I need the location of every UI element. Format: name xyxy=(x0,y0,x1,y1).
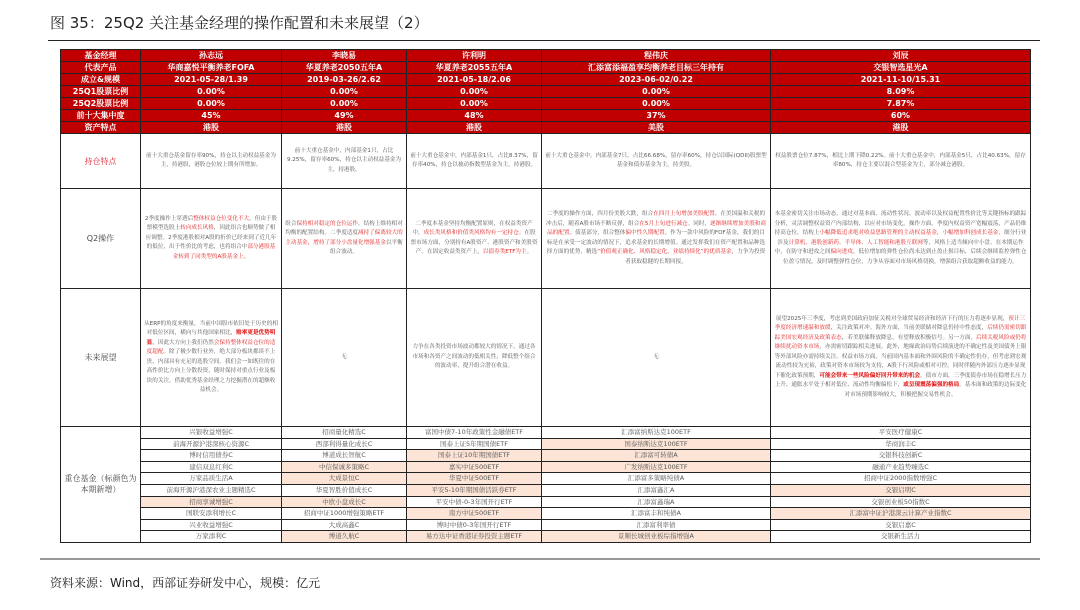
fund-cell: 招商中证2000指数增强C xyxy=(771,473,1031,485)
text-segment: 。在股票市场方面，分别持有A股资产、港股资产和美股资产。在固定收益类资产上， xyxy=(410,230,538,255)
text-segment: 。作为一款中风险的FOF基金，我们的目标是在承受一定波动的情况下，追求基金的长期增值。通过发挥我们在资产配置和品种选择方面的优势，精选 xyxy=(546,230,766,255)
text-segment: 前十大重仓基金中，内部基金7只，占比66.68%，留存率60%，持仓以国际(QDII)股票型基金和债券基金为主，持美股。 xyxy=(545,152,767,168)
bottom-divider xyxy=(40,558,1040,560)
header-row xyxy=(61,62,1031,74)
emphasis-text: 小幅降低追求绝对收益思路管理的主动权益基金，小幅增加科创成长基金 xyxy=(819,230,999,236)
text-segment: 以平衡组合波动。 xyxy=(330,239,403,255)
row-label: 前十大集中度 xyxy=(61,110,141,122)
new-fund-cell: 博道久航C xyxy=(282,531,407,543)
header-cell: 0.00% xyxy=(407,98,542,110)
text-segment: 从ERP的角度来衡量，当前中国股市依旧处于历史的相对低位区间，横向与其他国家相比， xyxy=(144,320,278,336)
fund-cell: 汇添富利率债 xyxy=(542,519,771,531)
holdings-cell xyxy=(542,134,771,189)
q2-ops-row xyxy=(61,189,1031,289)
header-cell: 60% xyxy=(771,110,1031,122)
text-segment: ，力争为投资者获取稳健的长期回报。 xyxy=(625,249,766,265)
header-cell: 45% xyxy=(141,110,282,122)
emphasis-text: 成长类风格和价值类风格均有一定持仓 xyxy=(423,230,519,236)
emphasis-text: 转向成长风格 xyxy=(180,225,214,232)
key-fund-row xyxy=(61,473,1031,485)
row-label: 持仓特点 xyxy=(61,134,141,189)
fund-cell: 西部利得量化成长C xyxy=(282,438,407,450)
text-segment: ，因此大方向上我们仍然 xyxy=(152,339,214,346)
emphasis-text: 会保持整体权益仓位的适度超配 xyxy=(146,339,276,355)
title-divider xyxy=(48,40,1040,41)
fund-cell: 平安医疗健康C xyxy=(771,427,1031,439)
key-fund-row xyxy=(61,496,1031,508)
text-segment: ，但由于股票模型选股上 xyxy=(146,215,278,232)
header-cell: 0.00% xyxy=(282,86,407,98)
fund-cell: 交银启嘉C xyxy=(771,519,1031,531)
outlook-cell xyxy=(407,289,542,427)
text-segment: ，低位增加的弹性仓位尚未达到止盈止损目标，后续会继续监控弹性仓位盈亏情况，及时调整弹性仓位，力争从容面对市场风格切换，增强组合获取超额收益的能力。 xyxy=(783,249,1027,265)
text-segment: ，亦需密切跟踪相关进展。此外，地缘政治局势后续演进的不确定性及美国债务上限等外部风险亦需持续关注。权益市场方面，当前国内基本面和外围风险的不确定性仍存，但考虑到宏观流动性较为充裕，政策对资本市场较为支持，A股下行风险或相对可控，同时伴随内外部压力逐步显现下催化政策预期， xyxy=(774,344,1027,379)
fund-cell: 交银新生活力 xyxy=(771,531,1031,543)
fund-cell: 华夏智胜价值成长C xyxy=(282,484,407,496)
text-segment: 组合 xyxy=(285,220,297,227)
source-note: 资料来源：Wind，西部证券研发中心，规模：亿元 xyxy=(50,576,321,590)
emphasis-text: 偏向进攻 xyxy=(830,249,853,255)
header-cell: 0.00% xyxy=(141,86,282,98)
header-cell: 港股 xyxy=(282,122,407,134)
new-fund-cell: 国泰纳斯达克100ETF xyxy=(542,438,771,450)
text-segment: 前十大重仓基金中，内部基金1只，占比8.37%，留存率40%，持仓以被动指数型基金为主，持港股。 xyxy=(410,152,538,168)
header-cell: 0.00% xyxy=(141,98,282,110)
text-segment: 无 xyxy=(653,353,659,360)
new-fund-cell: 景顺长城创业板综指增强A xyxy=(542,531,771,543)
text-segment: ，细分行业涉及 xyxy=(777,230,1027,246)
figure-title: 图 35：25Q2 关注基金经理的操作配置和未来展望（2） xyxy=(50,14,429,32)
text-segment: 权益股票仓位7.87%，相比上期下降0.22%。前十大重仓基金中，内部基金5只，占比40.63%，留存率80%，持仓主要以混合型基金为主，部分减仓港股。 xyxy=(775,152,1026,168)
text-segment: ，若美联储释放降息，有望释放积极信号。另一方面， xyxy=(841,334,977,341)
key-fund-row xyxy=(61,427,1031,439)
fund-cell: 汇添富鑫瑞A xyxy=(542,496,771,508)
header-cell: 美股 xyxy=(542,122,771,134)
fund-cell: 汇添富纳斯达克100ETF xyxy=(542,427,771,439)
text-segment: 。除了极少数行业外，绝大部分板块都谈不上贵，内部具有充足的选股空间。我们会一如既往的在高性价比方向上分散投资，随时保持对重点行业及板块的关注，借助优秀基金经理之力挖掘潜在的超额收益机会。 xyxy=(146,349,276,393)
fund-cell: 前海开源沪港深核心资源C xyxy=(141,438,282,450)
header-cell: 2021-05-18/2.06 xyxy=(407,74,542,86)
new-fund-cell: 中欧小盘成长C xyxy=(282,496,407,508)
emphasis-text: 偏中性久期配置 xyxy=(625,230,665,236)
q2-ops-cell xyxy=(771,189,1031,289)
text-segment: 。债市方面，三季度债券市场在稳增长压力上升、通胀水平处于相对低位、流动性均衡偏松下， xyxy=(774,372,1027,389)
new-fund-cell: 中信保诚多策略C xyxy=(282,461,407,473)
emphasis-text: 在四月上旬增加美股配置 xyxy=(653,211,715,217)
text-segment: 。债基部分，组合整体 xyxy=(569,230,626,236)
header-cell: 华商嘉悦平衡养老FOFA xyxy=(141,62,282,74)
key-fund-row xyxy=(61,519,1031,531)
row-label: 重仓基金（标颜色为本期新增） xyxy=(61,427,141,543)
header-cell: 华夏养老2055五年A xyxy=(407,62,542,74)
fund-cell: 交银科技创新C xyxy=(771,450,1031,462)
emphasis-text: 可能会带来一些风险偏好回升带来的机会 xyxy=(819,372,921,379)
header-cell: 交银智选星光A xyxy=(771,62,1031,74)
holdings-cell xyxy=(771,134,1031,189)
fund-cell: 国泰上证5年期国债ETF xyxy=(407,438,542,450)
emphasis-text: 保持相对稳定的仓位运作 xyxy=(296,220,358,227)
holdings-cell xyxy=(141,134,282,189)
header-row xyxy=(61,110,1031,122)
text-segment: 无 xyxy=(341,353,347,360)
text-segment: 二季度本基金坚持均衡配置原则，在权益类资产中， xyxy=(412,220,533,236)
header-cell: 2021-11-10/15.31 xyxy=(771,74,1031,86)
header-cell: 刘辰 xyxy=(771,50,1031,62)
new-fund-cell: 南方中证500ETF xyxy=(407,508,542,520)
text-segment: 等，风格上适当倾向中小盘。在本期运作中，在防守和进攻之间 xyxy=(774,239,1024,255)
new-fund-cell: 嘉实中证500ETF xyxy=(407,461,542,473)
new-fund-cell: 平安5-10年期国债活跃券ETF xyxy=(407,484,542,496)
header-cell: 37% xyxy=(542,110,771,122)
row-label: 未来展望 xyxy=(61,289,141,427)
text-segment: 2季度操作上穿透后 xyxy=(144,215,194,222)
fund-cell: 前海开源沪港深农业主题精选C xyxy=(141,484,282,496)
header-cell: 0.00% xyxy=(407,86,542,98)
emphasis-text: 预计三季度经济增速温和放缓 xyxy=(774,315,1026,332)
header-cell: 2019-03-26/2.62 xyxy=(282,74,407,86)
header-cell: 8.09% xyxy=(771,86,1031,98)
fund-cell: 汇添富鑫汇A xyxy=(542,484,771,496)
outlook-cell xyxy=(542,289,771,427)
key-fund-row xyxy=(61,531,1031,543)
holdings-cell xyxy=(282,134,407,189)
fund-cell: 平安中债-0-3年国开行ETF xyxy=(407,496,542,508)
fund-cell: 国联安添利增长C xyxy=(141,508,282,520)
header-cell: 华夏养老2050五年A xyxy=(282,62,407,74)
row-label: Q2操作 xyxy=(61,189,141,289)
header-cell: 0.00% xyxy=(542,86,771,98)
row-label: 基金经理 xyxy=(61,50,141,62)
text-segment: 前十大重仓基金留存率90%，持仓以主动权益基金为主，持港股，港股仓位较上期有所增加。 xyxy=(146,152,276,168)
text-segment: 。 xyxy=(526,249,533,255)
fund-cell: 万家添利C xyxy=(141,531,282,543)
new-fund-cell: 招商享诚增强C xyxy=(141,496,282,508)
key-fund-row xyxy=(61,438,1031,450)
emphasis-text: 或呈现震荡偏强的格局 xyxy=(903,382,960,389)
emphasis-text: 赔率更是优势明显 xyxy=(146,330,276,346)
emphasis-text: 后续仍需密切跟踪美国宏观经济及政策表态 xyxy=(774,325,1027,341)
fund-cell: 兴银收益增强C xyxy=(141,427,282,439)
text-segment: 。同时， xyxy=(687,220,711,227)
holdings-cell xyxy=(407,134,542,189)
text-segment: ，因此组合也顺势做了相应调整。2季度港股相对A股的折价已经来到了近几年的低位，出于性价比的考虑，也将组合中 xyxy=(145,225,277,251)
header-cell: 48% xyxy=(407,110,542,122)
fund-cell: 交银创业板50指数C xyxy=(771,496,1031,508)
header-cell: 2021-05-28/1.39 xyxy=(141,74,282,86)
fund-cell: 万家品质生活A xyxy=(141,473,282,485)
outlook-cell xyxy=(282,289,407,427)
fund-cell: 汇添富丰和纯债A xyxy=(542,508,771,520)
new-fund-cell: 华夏中证500ETF xyxy=(407,473,542,485)
new-fund-cell: 国泰上证10年期国债ETF xyxy=(407,450,542,462)
emphasis-text: 计算机、港股创新药、半导体、人工智能和港股互联网 xyxy=(788,239,923,246)
text-segment: 本基金密切关注市场动态，通过对基本面、流动性状况、波动率以及权益配置性价比等关键指标的跟踪分析，灵活调整权益资产内部结构，以应对市场变化。操作方面，季度内权益资产宽幅震荡，产品仍维持高仓位，结构上 xyxy=(774,211,1027,236)
fund-cell: 兴业收益增强C xyxy=(141,519,282,531)
emphasis-text: 在5月上旬进行减仓 xyxy=(639,220,688,227)
key-fund-row xyxy=(61,484,1031,496)
text-segment: 。 xyxy=(243,253,250,260)
q2-ops-cell xyxy=(542,189,771,289)
q2-ops-cell xyxy=(282,189,407,289)
text-segment: 二季度的操作方面，四月份美股大跌，组合 xyxy=(546,211,654,217)
header-cell: 孙志远 xyxy=(141,50,282,62)
key-fund-row xyxy=(61,450,1031,462)
fund-cell: 博道成长智航C xyxy=(282,450,407,462)
row-label: 25Q1股票比例 xyxy=(61,86,141,98)
fund-manager-table xyxy=(60,49,1031,543)
fund-cell: 融通产业趋势臻选C xyxy=(771,461,1031,473)
emphasis-text: 逐渐继续增加美股和商品的配置 xyxy=(547,220,766,236)
new-fund-cell: 大成景恒C xyxy=(282,473,407,485)
header-row xyxy=(61,50,1031,62)
outlook-cell xyxy=(141,289,282,427)
q2-ops-cell xyxy=(407,189,542,289)
text-segment: ，关注政策对冲。海外方面，当前美联储对降息仍持中性态度， xyxy=(830,325,988,332)
header-cell: 7.87% xyxy=(771,98,1031,110)
header-cell: 港股 xyxy=(141,122,282,134)
text-segment: 展望2025年三季度，考虑到美国政府加征关税对全球贸易经济和经济下行的压力将逐步显现， xyxy=(775,315,1009,322)
new-fund-cell: 交银启明C xyxy=(771,484,1031,496)
fund-cell: 富国中债7-10年政策性金融债ETF xyxy=(407,427,542,439)
header-cell: 0.00% xyxy=(282,98,407,110)
header-cell: 程伟庆 xyxy=(542,50,771,62)
header-cell: 李晓易 xyxy=(282,50,407,62)
header-row xyxy=(61,98,1031,110)
header-cell: 2023-06-02/0.22 xyxy=(542,74,771,86)
key-fund-row xyxy=(61,508,1031,520)
fund-cell: 招商量化精选C xyxy=(282,427,407,439)
row-label: 资产特点 xyxy=(61,122,141,134)
q2-ops-cell xyxy=(141,189,282,289)
text-segment: 力争在各类投资市场波动都较大的情况下，通过各市场和各资产之间波动的低相关性，降低整个组合的波动率，提升组合潜在收益。 xyxy=(412,344,536,370)
emphasis-text: “价值观正确化、风格稳定化、业绩持续化”的优质基金 xyxy=(597,249,732,255)
header-cell: 49% xyxy=(282,110,407,122)
header-cell: 许利明 xyxy=(407,50,542,62)
row-label: 25Q2股票比例 xyxy=(61,98,141,110)
new-fund-cell: 广发纳斯达克100ETF xyxy=(542,461,771,473)
fund-cell: 博时中债0-3年国开行ETF xyxy=(407,519,542,531)
fund-cell: 大成高鑫C xyxy=(282,519,407,531)
holdings-row xyxy=(61,134,1031,189)
header-cell: 港股 xyxy=(407,122,542,134)
text-segment: 。基本面和政策的边际变化对市场预期影响较大，积极把握交易性机会。 xyxy=(844,382,1027,398)
emphasis-text: 部分港股基金转到了同类型的A股基金上 xyxy=(172,244,276,260)
outlook-cell xyxy=(771,289,1031,427)
new-fund-cell: 易方达中证香港证券投资主题ETF xyxy=(407,531,542,543)
header-row xyxy=(61,74,1031,86)
row-label: 成立&规模 xyxy=(61,74,141,86)
fund-cell: 博时信用债券C xyxy=(141,450,282,462)
fund-cell: 建信双息红利C xyxy=(141,461,282,473)
header-row xyxy=(61,122,1031,134)
text-segment: 前十大重仓基金中，内部基金1只，占比9.25%，留存率60%，持仓以主动权益基金为主，持港股。 xyxy=(286,147,402,173)
row-label: 代表产品 xyxy=(61,62,141,74)
new-fund-cell: 汇添富可转债A xyxy=(542,450,771,462)
fund-cell: 汇添富多策略纯债A xyxy=(542,473,771,485)
emphasis-text: 以债券类ETF为主 xyxy=(482,249,527,255)
emphasis-text: 整体权益仓位变化不大 xyxy=(193,215,250,222)
text-segment: ，结构上维持相对均衡的配置结构。二季度适度 xyxy=(285,220,403,236)
fund-cell: 招商中证1000增强策略ETF xyxy=(282,508,407,520)
header-cell: 汇添富添福盈享均衡养老目标三年持有 xyxy=(542,62,771,74)
emphasis-text: 后续关税风险或仍将继续扰动资本市场 xyxy=(774,334,1027,351)
header-cell: 0.00% xyxy=(542,98,771,110)
new-fund-cell: 汇添富中证沪港深云计算产业指数C xyxy=(771,508,1031,520)
emphasis-text: 减持了偏离较大的主动基金，增持了部分小盘量化增强基金 xyxy=(285,230,403,246)
fund-cell: 华商润丰C xyxy=(771,438,1031,450)
header-row xyxy=(61,86,1031,98)
key-fund-row xyxy=(61,461,1031,473)
outlook-row xyxy=(61,289,1031,427)
header-cell: 港股 xyxy=(771,122,1031,134)
text-segment: 。在美国温和关税的冲击后，随着A股市场不断反弹，组合 xyxy=(546,211,766,227)
